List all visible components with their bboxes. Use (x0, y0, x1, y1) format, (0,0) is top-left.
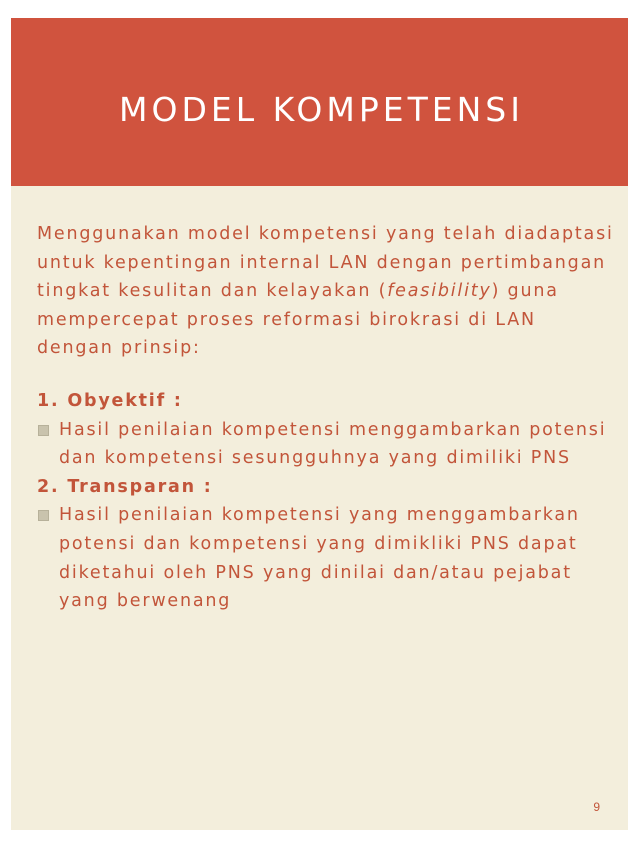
slide-title: MODEL KOMPETENSI (119, 90, 524, 129)
page-number: 9 (593, 800, 600, 814)
bullet-text: Hasil penilaian kompetensi yang menggambarkan potensi dan kompetensi yang dimikliki PNS dapat diketahui oleh PNS yang dinilai dan/atau pejabat yang berwenang (59, 505, 580, 612)
square-bullet-icon (38, 510, 49, 521)
point-heading-transparan: 2. Transparan : (37, 476, 213, 497)
title-band (11, 18, 628, 186)
intro-text-start: Menggunakan model kompetensi yang telah diadaptasi untuk kepentingan internal LAN dengan pertimbangan tingkat kesulitan dan kelayakan ( (37, 224, 614, 302)
square-bullet-icon (38, 425, 49, 436)
bullet-item-obyektif (37, 416, 617, 473)
bullet-text: Hasil penilaian kompetensi menggambarkan potensi dan kompetensi sesungguhnya yang dimiliki PNS (59, 419, 607, 469)
bullet-item-transparan (37, 501, 617, 615)
intro-text-end: ) guna mempercepat proses reformasi birokrasi di LAN dengan prinsip: (37, 281, 559, 359)
point-heading-obyektif: 1. Obyektif : (37, 390, 183, 411)
slide (11, 18, 628, 830)
slide-content (37, 220, 617, 616)
intro-paragraph (37, 220, 617, 363)
intro-italic-term: feasibility (387, 281, 492, 302)
